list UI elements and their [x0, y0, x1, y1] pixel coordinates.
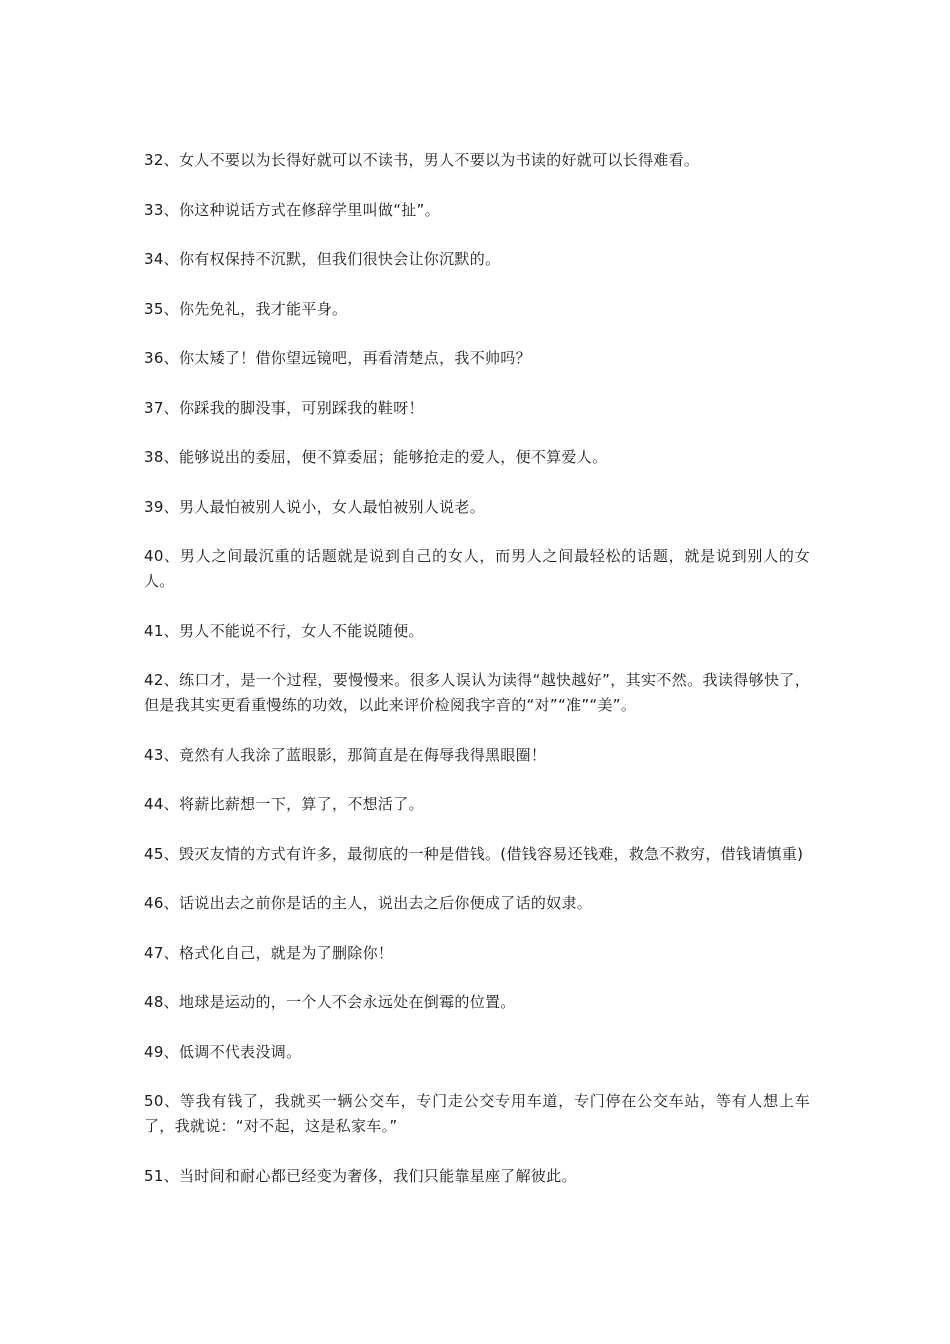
entry-list: [144, 148, 810, 1213]
list-item: 50、等我有钱了，我就买一辆公交车，专门走公交专用车道，专门停在公交车站，等有人想上车了，我就说：“对不起，这是私家车。”: [144, 1092, 810, 1135]
list-item: 45、毁灭友情的方式有许多，最彻底的一种是借钱。(借钱容易还钱难，救急不救穷，借钱请慎重): [144, 844, 804, 863]
list-item: 40、男人之间最沉重的话题就是说到自己的女人，而男人之间最轻松的话题，就是说到别人的女人。: [144, 547, 810, 590]
list-item: 48、地球是运动的，一个人不会永远处在倒霉的位置。: [144, 993, 516, 1011]
list-item: 49、低调不代表没调。: [144, 1042, 302, 1061]
list-item: 47、格式化自己，就是为了删除你！: [144, 943, 394, 962]
list-item: 36、你太矮了！借你望远镜吧，再看清楚点，我不帅吗？: [144, 349, 531, 367]
list-item: 33、你这种说话方式在修辞学里叫做“扯”。: [144, 200, 440, 219]
list-item: 46、话说出去之前你是话的主人，说出去之后你便成了话的奴隶。: [144, 894, 593, 912]
list-item: 44、将薪比薪想一下，算了，不想活了。: [144, 795, 424, 813]
list-item: 41、男人不能说不行，女人不能说随便。: [144, 621, 424, 640]
list-item: 32、女人不要以为长得好就可以不读书，男人不要以为书读的好就可以长得难看。: [144, 151, 700, 169]
list-item: 38、能够说出的委屈，便不算委屈；能够抢走的爱人，便不算爱人。: [144, 448, 608, 466]
list-item: 35、你先免礼，我才能平身。: [144, 299, 348, 318]
list-item: 34、你有权保持不沉默，但我们很快会让你沉默的。: [144, 250, 501, 268]
list-item: 51、当时间和耐心都已经变为奢侈，我们只能靠星座了解彼此。: [144, 1166, 577, 1185]
list-item: 43、竟然有人我涂了蓝眼影，那简直是在侮辱我得黑眼圈！: [144, 745, 547, 764]
list-item: 37、你踩我的脚没事，可别踩我的鞋呀！: [144, 398, 424, 417]
list-item: 39、男人最怕被别人说小，女人最怕被别人说老。: [144, 497, 485, 516]
list-item: 42、练口才，是一个过程，要慢慢来。很多人误认为读得“越快越好”，其实不然。我读得够快了，但是我其实更看重慢练的功效，以此来评价检阅我字音的“对”“准”“美”。: [144, 671, 810, 714]
